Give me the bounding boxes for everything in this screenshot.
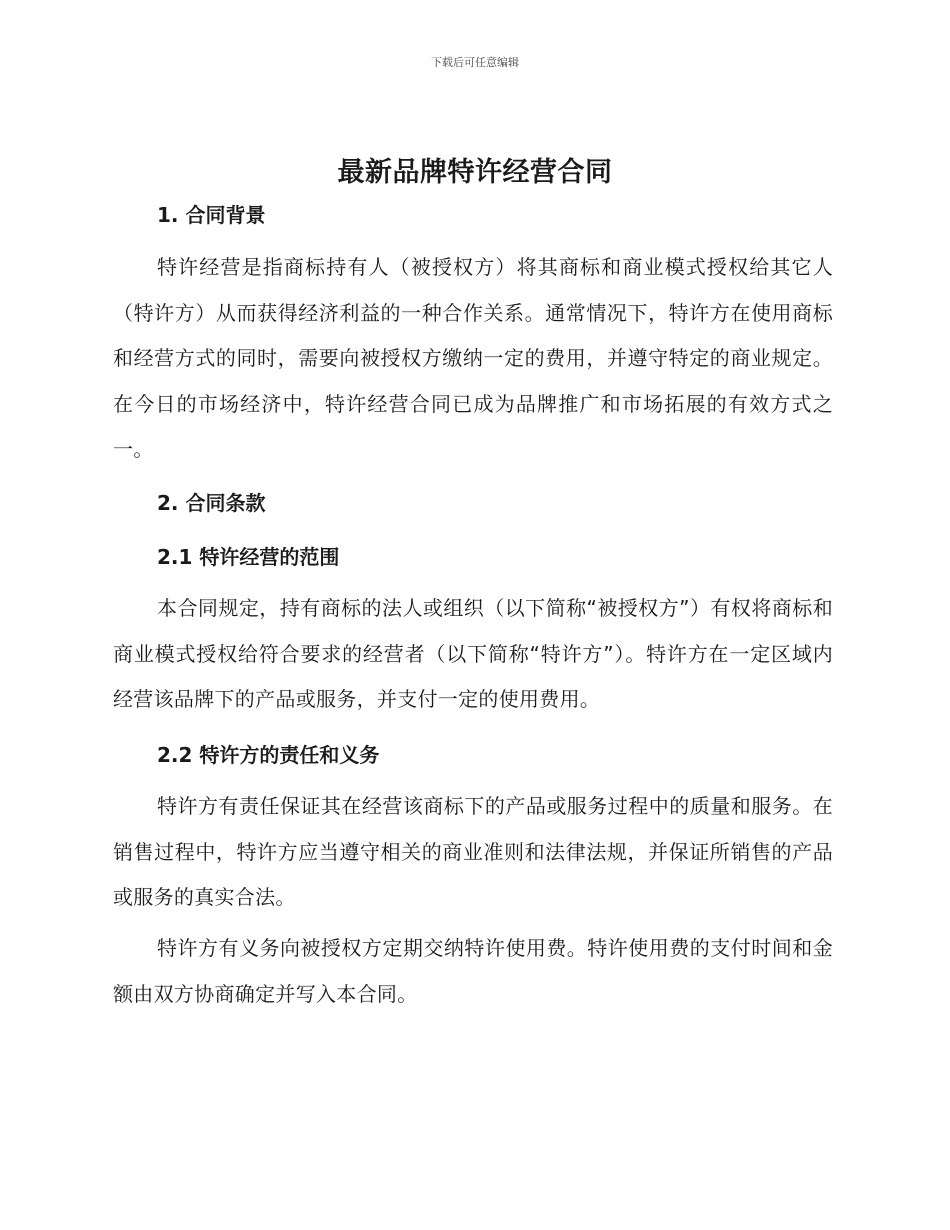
paragraph-duties-quality: 特许方有责任保证其在经营该商标下的产品或服务过程中的质量和服务。在销售过程中，特许方应当遵守相关的商业准则和法律法规，并保证所销售的产品或服务的真实合法。 [113, 794, 833, 909]
paragraph-duties-fee: 特许方有义务向被授权方定期交纳特许使用费。特许使用费的支付时间和金额由双方协商确定并写入本合同。 [113, 936, 833, 1006]
section-heading-terms: 2. 合同条款 [157, 491, 266, 515]
section-heading-background: 1. 合同背景 [157, 203, 266, 227]
subsection-heading-duties: 2.2 特许方的责任和义务 [157, 743, 380, 767]
header-note: 下载后可任意编辑 [431, 56, 519, 69]
paragraph-scope: 本合同规定，持有商标的法人或组织（以下简称“被授权方”）有权将商标和商业模式授权给符合要求的经营者（以下简称“特许方”）。特许方在一定区域内经营该品牌下的产品或服务，并支付一定的使用费用。 [113, 596, 833, 711]
paragraph-background: 特许经营是指商标持有人（被授权方）将其商标和商业模式授权给其它人（特许方）从而获得经济利益的一种合作关系。通常情况下，特许方在使用商标和经营方式的同时，需要向被授权方缴纳一定的费用，并遵守特定的商业规定。在今日的市场经济中，特许经营合同已成为品牌推广和市场拓展的有效方式之一。 [113, 255, 833, 461]
subsection-heading-scope: 2.1 特许经营的范围 [157, 545, 340, 569]
document-title: 最新品牌特许经营合同 [337, 157, 613, 188]
